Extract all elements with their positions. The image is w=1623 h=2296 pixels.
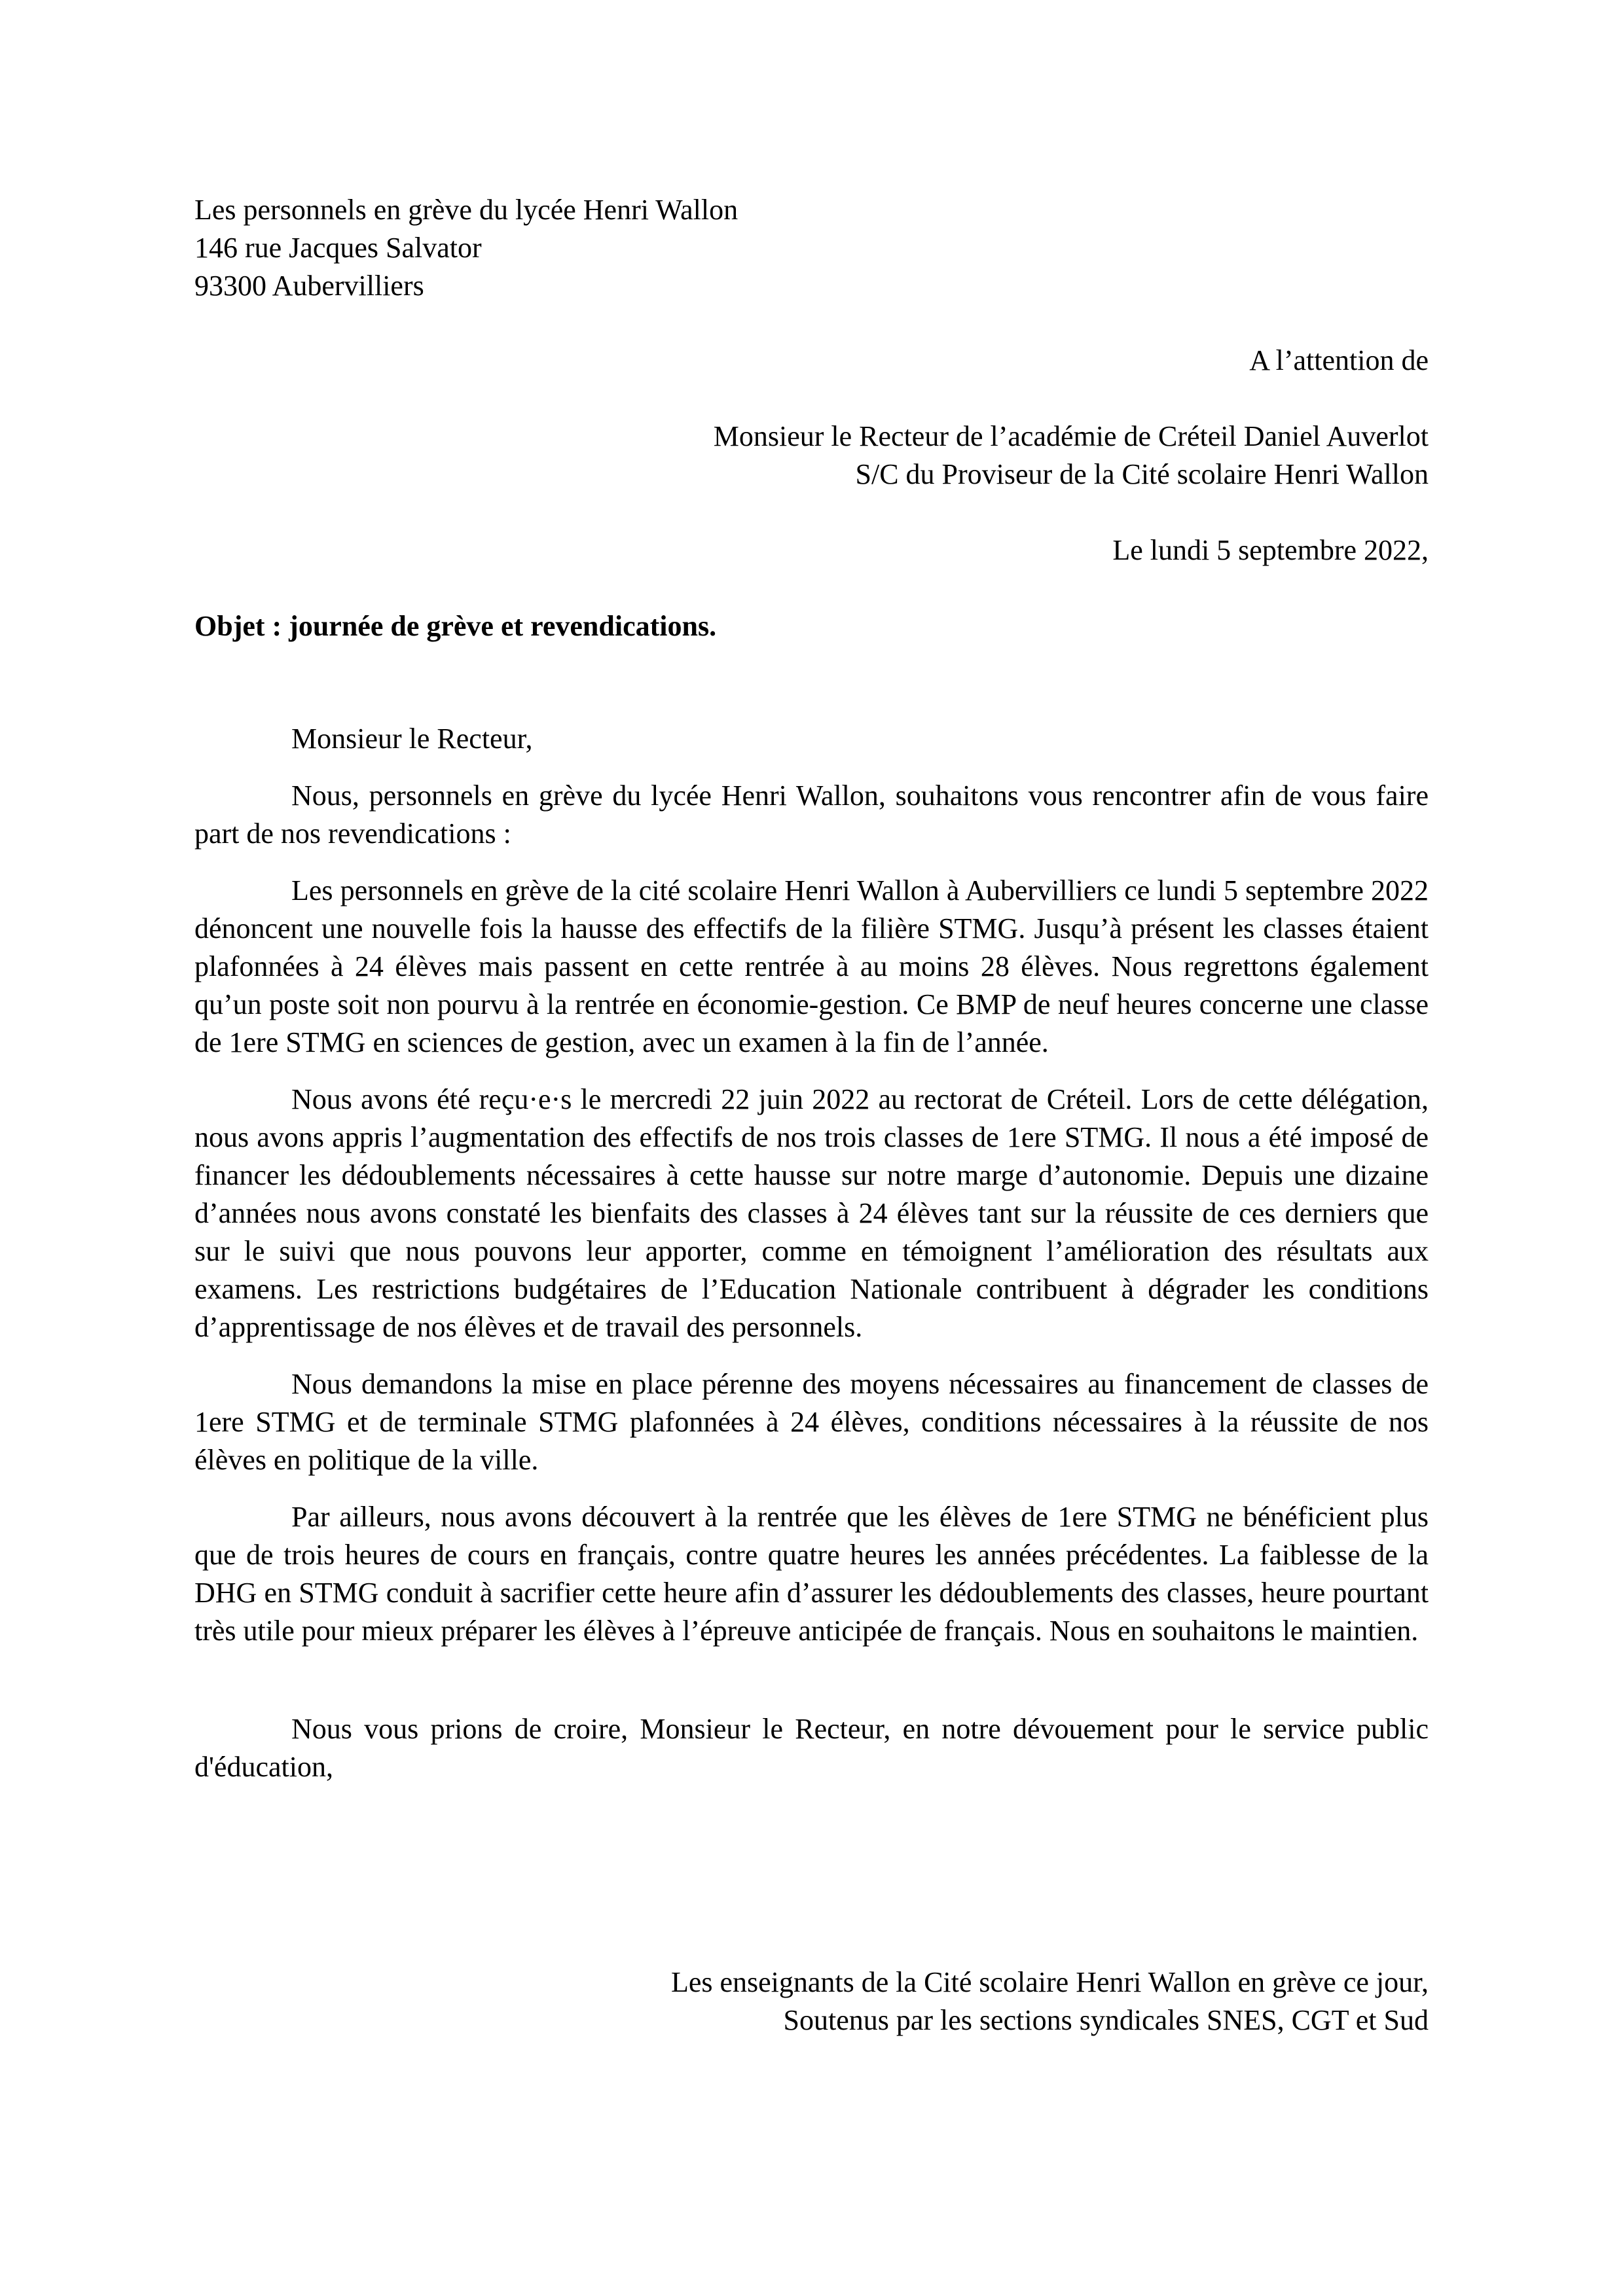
- recipient-address: [714, 418, 1429, 493]
- paragraph-francais: Par ailleurs, nous avons découvert à la rentrée que les élèves de 1ere STMG ne bénéficient plus que de trois heures de cours en français, contre quatre heures les années précédentes. La faiblesse de la DHG en STMG conduit à sacrifier cette heure afin d’assurer les dédoublements des classes, heure pourtant très utile pour mieux préparer les élèves à l’épreuve anticipée de français. Nous en souhaitons le maintien.: [194, 1501, 1429, 1647]
- sender-city: 93300 Aubervilliers: [194, 270, 424, 302]
- paragraph-closing: Nous vous prions de croire, Monsieur le Recteur, en notre dévouement pour le service public d'éducation,: [194, 1713, 1429, 1783]
- paragraph-demandes: Nous demandons la mise en place pérenne des moyens nécessaires au financement de classes de 1ere STMG et de terminale STMG plafonnées à 24 élèves, conditions nécessaires à la réussite de nos élèves en politique de la ville.: [194, 1368, 1429, 1476]
- paragraph-delegation: Nous avons été reçu·e·s le mercredi 22 juin 2022 au rectorat de Créteil. Lors de cette délégation, nous avons appris l’augmentation des effectifs de nos trois classes de 1ere STMG. Il nous a été imposé de financer les dédoublements nécessaires à cette hausse sur notre marge d’autonomie. Depuis une dizaine d’années nous avons constaté les bienfaits des classes à 24 élèves tant sur la réussite de ces derniers que sur le suivi que nous pouvons leur apporter, comme en témoignent l’amélioration des résultats aux examens. Les restrictions budgétaires de l’Education Nationale contribuent à dégrader les conditions d’apprentissage de nos élèves et de travail des personnels.: [194, 1083, 1429, 1343]
- signature-line-1: Les enseignants de la Cité scolaire Henri Wallon en grève ce jour,: [670, 1966, 1429, 1998]
- letter-subject: Objet : journée de grève et revendications.: [194, 610, 717, 642]
- paragraph-effectifs: Les personnels en grève de la cité scolaire Henri Wallon à Aubervilliers ce lundi 5 septembre 2022 dénoncent une nouvelle fois la hausse des effectifs de la filière STMG. Jusqu’à présent les classes étaient plafonnées à 24 élèves mais passent en cette rentrée à au moins 28 élèves. Nous regrettons également qu’un poste soit non pourvu à la rentrée en économie-gestion. Ce BMP de neuf heures concerne une classe de 1ere STMG en sciences de gestion, avec un examen à la fin de l’année.: [194, 874, 1429, 1058]
- letter-body: [194, 720, 1429, 1805]
- letter-date: Le lundi 5 septembre 2022,: [1112, 534, 1429, 566]
- signature-block: [671, 1964, 1429, 2039]
- sender-name: Les personnels en grève du lycée Henri Wallon: [194, 194, 739, 226]
- recipient-name: Monsieur le Recteur de l’académie de Créteil Daniel Auverlot: [713, 420, 1429, 452]
- signature-line-2: Soutenus par les sections syndicales SNES, CGT et Sud: [783, 2004, 1429, 2036]
- attention-line: A l’attention de: [1249, 344, 1429, 376]
- paragraph-intro: Nous, personnels en grève du lycée Henri Wallon, souhaitons vous rencontrer afin de vous faire part de nos revendications :: [194, 780, 1429, 850]
- recipient-via: S/C du Proviseur de la Cité scolaire Henri Wallon: [855, 458, 1429, 490]
- sender-address: [194, 191, 738, 305]
- sender-street: 146 rue Jacques Salvator: [194, 232, 482, 264]
- salutation: Monsieur le Recteur,: [291, 723, 533, 755]
